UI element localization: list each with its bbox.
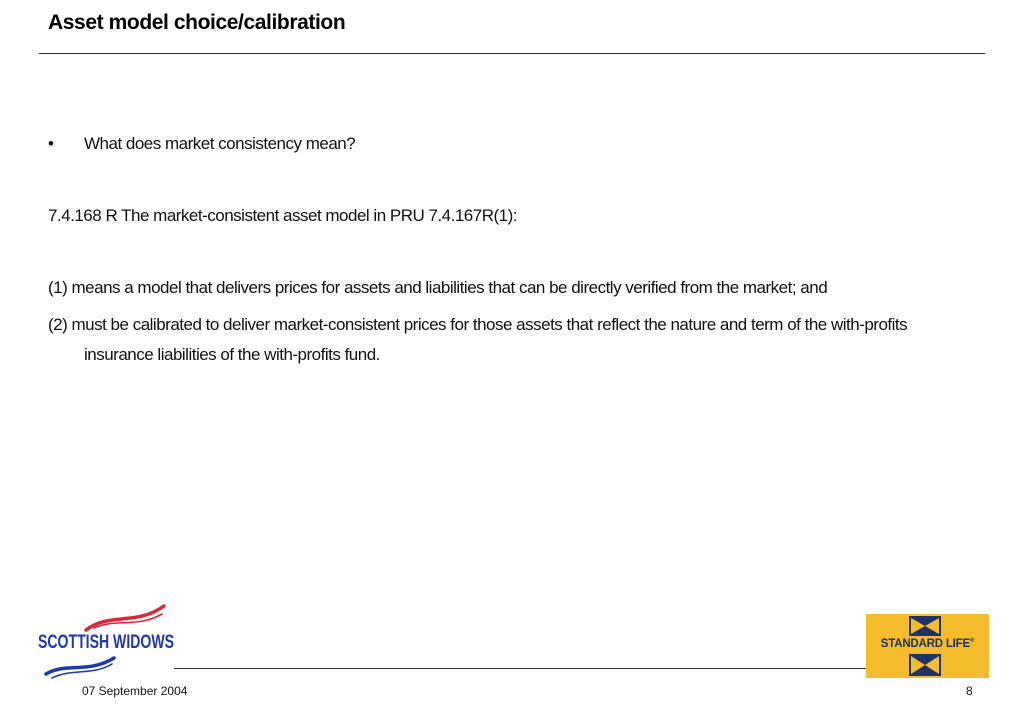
registered-mark: ® bbox=[969, 638, 975, 645]
footer-date: 07 September 2004 bbox=[82, 684, 188, 698]
page-number: 8 bbox=[966, 684, 973, 698]
bullet-text: What does market consistency mean? bbox=[84, 134, 356, 153]
standard-life-wordmark bbox=[866, 638, 989, 650]
scottish-widows-logo bbox=[38, 604, 178, 682]
rule-item-1: (1) means a model that delivers prices for assets and liabilities that can be directly verified from the market; and bbox=[48, 278, 828, 297]
bullet-item bbox=[48, 130, 968, 158]
title-divider bbox=[39, 53, 985, 54]
rule-item-2: (2) must be calibrated to deliver market-consistent prices for those assets that reflect the nature and term of the with-profits insurance liabilities of the with-profits fund. bbox=[48, 315, 908, 364]
bullet-marker: • bbox=[48, 134, 54, 153]
standard-life-logo bbox=[866, 614, 989, 678]
scottish-widows-wordmark: SCOTTISH WIDOWS bbox=[38, 631, 174, 653]
standard-life-name: STANDARD LIFE bbox=[880, 638, 970, 650]
rule-heading: 7.4.168 R The market-consistent asset model in PRU 7.4.167R(1): bbox=[48, 206, 517, 225]
footer-divider bbox=[174, 668, 868, 669]
slide-body bbox=[48, 130, 968, 370]
slide-title: Asset model choice/calibration bbox=[48, 11, 346, 34]
scottish-widows-logo-graphic bbox=[38, 604, 178, 682]
